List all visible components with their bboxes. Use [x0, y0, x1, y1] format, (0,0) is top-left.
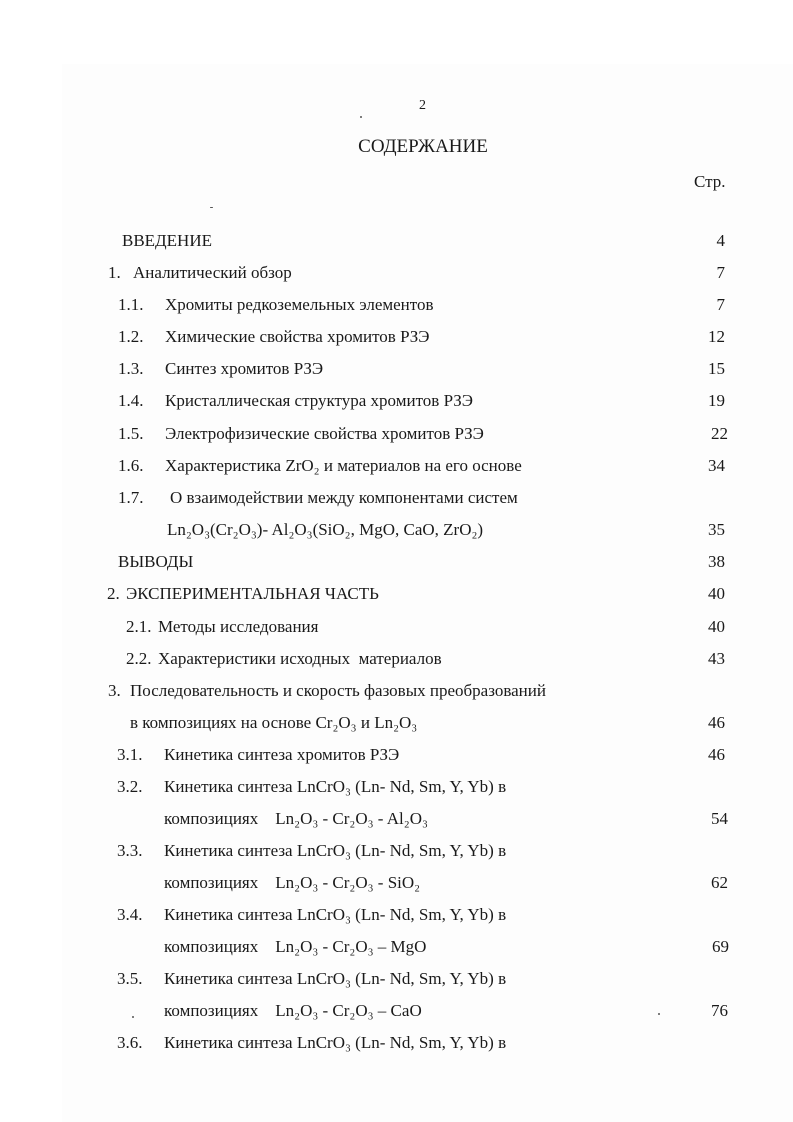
toc-entry-text: композициях Ln₂O₃ - Cr₂O₃ - Al₂O₃ [164, 809, 428, 828]
toc-entry-text: Кинетика синтеза LnCrO₃ (Ln- Nd, Sm, Y, Yb) в [164, 1033, 507, 1052]
toc-entry-text: Кинетика синтеза LnCrO₃ (Ln- Nd, Sm, Y, Yb) в [164, 841, 507, 860]
toc-entry-text: композициях Ln₂O₃ - Cr₂O₃ – CaO [164, 1001, 422, 1020]
toc-entry-text: Хромиты редкоземельных элементов [165, 295, 434, 314]
toc-entry-number: 3.5. [117, 969, 143, 988]
toc-entry-page: 76 [711, 1001, 728, 1020]
toc-entry-page: 38 [708, 552, 725, 571]
toc-entry-text: ВЫВОДЫ [118, 552, 194, 571]
toc-entry-number: 3.2. [117, 777, 143, 796]
toc-entry-page: 22 [711, 424, 728, 443]
toc-entry-page: 4 [716, 231, 725, 250]
toc-entry-page: 69 [712, 937, 729, 956]
toc-entry-3-6[interactable] [0, 1033, 793, 1061]
toc-entry-1-1[interactable] [0, 295, 793, 323]
toc-entry-text: О взаимодействии между компонентами систем [170, 488, 518, 507]
toc-entry-number: 1.3. [118, 359, 144, 378]
toc-entry-3-5[interactable] [0, 969, 793, 997]
toc-entry-1-7[interactable] [0, 488, 793, 516]
toc-entry-number: 3.3. [117, 841, 143, 860]
toc-entry-text: Химические свойства хромитов РЗЭ [165, 327, 430, 346]
toc-entry-number: 2.2. [126, 649, 152, 668]
toc-entry-text: Методы исследования [158, 617, 319, 636]
toc-entry-page: 40 [708, 584, 725, 603]
toc-entry-3-3[interactable] [0, 841, 793, 869]
toc-entry-text: Электрофизические свойства хромитов РЗЭ [165, 424, 484, 443]
toc-entry-page: 54 [711, 809, 728, 828]
toc-entry-3-5-cont[interactable] [0, 1001, 793, 1029]
toc-entry-2-2[interactable] [0, 649, 793, 677]
toc-entry-3-4-cont[interactable] [0, 937, 793, 965]
toc-entry-text: Кристаллическая структура хромитов РЗЭ [165, 391, 473, 410]
toc-entry-number: 1.2. [118, 327, 144, 346]
scan-speck [360, 116, 362, 118]
page-column-label: Стр. [694, 172, 726, 191]
toc-entry-page: 43 [708, 649, 725, 668]
toc-entry-introduction[interactable] [0, 231, 793, 259]
toc-entry-page: 40 [708, 617, 725, 636]
toc-entry-page: 19 [708, 391, 725, 410]
toc-entry-1-7-cont[interactable] [0, 520, 793, 548]
toc-entry-3-3-cont[interactable] [0, 873, 793, 901]
toc-entry-2[interactable] [0, 584, 793, 612]
scan-speck [658, 1013, 660, 1015]
toc-entry-number: 1.5. [118, 424, 144, 443]
toc-entry-number: 3.4. [117, 905, 143, 924]
toc-entry-text: Кинетика синтеза LnCrO₃ (Ln- Nd, Sm, Y, Yb) в [164, 905, 507, 924]
toc-entry-1[interactable] [0, 263, 793, 291]
toc-entry-number: 2.1. [126, 617, 152, 636]
toc-entry-number: 1.7. [118, 488, 144, 507]
toc-entry-text: в композициях на основе Cr₂O₃ и Ln₂O₃ [130, 713, 418, 732]
toc-entry-number: 2. [107, 584, 120, 603]
toc-entry-1-4[interactable] [0, 391, 793, 419]
scan-speck [210, 207, 213, 208]
toc-entry-text: Последовательность и скорость фазовых преобразований [130, 681, 546, 700]
scan-speck [132, 1016, 134, 1018]
toc-entry-text: Характеристики исходных материалов [158, 649, 442, 668]
toc-entry-text: Ln₂O₃(Cr₂O₃)- Al₂O₃(SiO₂, MgO, CaO, ZrO₂) [167, 520, 484, 539]
toc-entry-1-3[interactable] [0, 359, 793, 387]
toc-entry-text: ЭКСПЕРИМЕНТАЛЬНАЯ ЧАСТЬ [126, 584, 379, 603]
toc-entry-text: Кинетика синтеза хромитов РЗЭ [164, 745, 400, 764]
toc-entry-number: 1.1. [118, 295, 144, 314]
toc-entry-1-5[interactable] [0, 424, 793, 452]
toc-entry-text: композициях Ln₂O₃ - Cr₂O₃ - SiO₂ [164, 873, 421, 892]
toc-entry-conclusions[interactable] [0, 552, 793, 580]
toc-entry-number: 1.4. [118, 391, 144, 410]
toc-entry-text: Синтез хромитов РЗЭ [165, 359, 324, 378]
toc-entry-page: 46 [708, 745, 725, 764]
toc-entry-number: 1. [108, 263, 121, 282]
toc-entry-page: 12 [708, 327, 725, 346]
toc-entry-3-2-cont[interactable] [0, 809, 793, 837]
toc-entry-number: 3.6. [117, 1033, 143, 1052]
page-title: СОДЕРЖАНИЕ [358, 136, 488, 157]
toc-entry-page: 34 [708, 456, 725, 475]
toc-entry-page: 7 [716, 263, 725, 282]
toc-entry-3[interactable] [0, 681, 793, 709]
toc-entry-2-1[interactable] [0, 617, 793, 645]
toc-entry-text: Аналитический обзор [133, 263, 292, 282]
toc-entry-text: Характеристика ZrO₂ и материалов на его основе [165, 456, 522, 475]
toc-entry-1-2[interactable] [0, 327, 793, 355]
toc-entry-page: 15 [708, 359, 725, 378]
toc-entry-number: 3. [108, 681, 121, 700]
toc-entry-page: 35 [708, 520, 725, 539]
toc-entry-number: 1.6. [118, 456, 144, 475]
toc-entry-1-6[interactable] [0, 456, 793, 484]
toc-entry-text: Кинетика синтеза LnCrO₃ (Ln- Nd, Sm, Y, Yb) в [164, 777, 507, 796]
toc-entry-text: композициях Ln₂O₃ - Cr₂O₃ – MgO [164, 937, 427, 956]
toc-entry-3-4[interactable] [0, 905, 793, 933]
toc-entry-3-cont[interactable] [0, 713, 793, 741]
toc-entry-number: 3.1. [117, 745, 143, 764]
toc-entry-text: ВВЕДЕНИЕ [122, 231, 212, 250]
toc-entry-3-2[interactable] [0, 777, 793, 805]
toc-entry-page: 46 [708, 713, 725, 732]
toc-entry-page: 7 [716, 295, 725, 314]
page-number: 2 [419, 98, 426, 113]
toc-entry-page: 62 [711, 873, 728, 892]
toc-entry-text: Кинетика синтеза LnCrO₃ (Ln- Nd, Sm, Y, Yb) в [164, 969, 507, 988]
toc-entry-3-1[interactable] [0, 745, 793, 773]
